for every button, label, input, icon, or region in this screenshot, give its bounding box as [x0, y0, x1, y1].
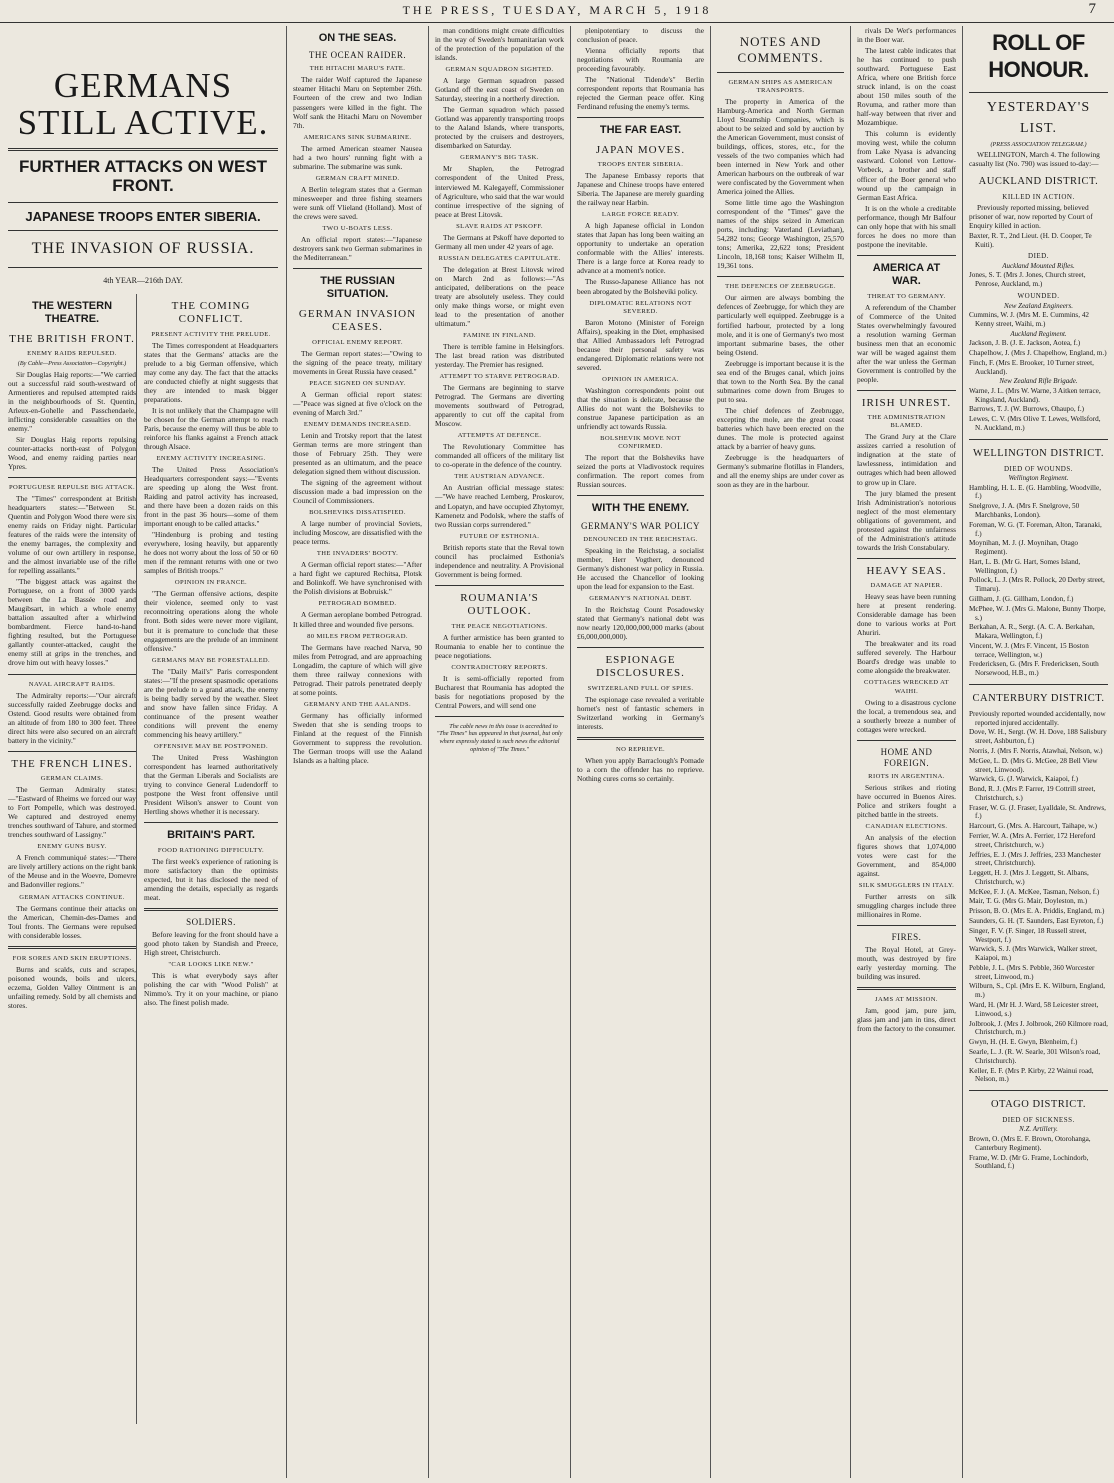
article-paragraph: The "Daily Mail's" Paris correspondent states:—"If the present spasmodic operations are the prelude to a grand attack, the enemy is being badly served by the weather. Sleet and snow have fallen since Friday. A continuance of the present weather conditions will prevent the enemy commencing his heavy artillery.": [144, 666, 278, 739]
heading-official-report: OFFICIAL ENEMY REPORT.: [312, 338, 403, 346]
heading-peace-negotiations: THE PEACE NEGOTIATIONS.: [451, 622, 548, 630]
heading-large-force: LARGE FORCE READY.: [601, 211, 680, 219]
casualty-entry: Previously reported wounded accidentally, now reported injured accidentally.: [969, 709, 1106, 727]
advert-heading: NO REPRIEVE.: [615, 745, 666, 753]
category-died-of-sickness: DIED OF SICKNESS.: [1002, 1115, 1075, 1124]
divider: [577, 495, 704, 496]
article-paragraph: The Revolutionary Committee has commanded all officers of the military list to co-operate in the defence of the country.: [435, 442, 564, 470]
heading-far-east: THE FAR EAST.: [599, 124, 682, 137]
heading-britains-part: BRITAIN'S PART.: [167, 829, 255, 842]
heading-peace-signed: PEACE SIGNED ON SUNDAY.: [309, 379, 406, 387]
article-paragraph: A referendum of the Chamber of Commerce of the United States overwhelmingly favoured a resolution warning German business men that an economic war will be waged against them after the war unless the German Government is controlled by the people.: [857, 302, 956, 384]
article-paragraph: The Times correspondent at Headquarters states that the Germans' attacks are the prelude to a big German offensive, which may come any day. The fact that the attacks are conducted chiefly at night suggests that they are intended to mask bigger preparations.: [144, 340, 278, 404]
casualty-entry: Brown, O. (Mrs E. F. Brown, Otorohanga, Canterbury Regiment).: [969, 1134, 1091, 1152]
casualty-entry: Jolbrook, J. (Mrs J. Jolbrook, 260 Kilmore road, Christchurch, m.): [969, 1019, 1108, 1037]
category-wounded: WOUNDED.: [1017, 292, 1060, 301]
divider: [857, 390, 956, 391]
heading-squadron-sighted: GERMAN SQUADRON SIGHTED.: [445, 66, 554, 74]
divider: [857, 987, 956, 990]
heading-roumania: ROUMANIA'S OUTLOOK.: [460, 591, 539, 618]
heading-not-confirmed: BOLSHEVIK MOVE NOT CONFIRMED.: [600, 434, 681, 450]
divider: [969, 684, 1108, 685]
lead-subhead-west-front: FURTHER ATTACKS ON WEST FRONT.: [18, 156, 268, 196]
casualty-entry: Wilburn, S., Cpl. (Mrs E. K. Wilburn, England, m.): [969, 982, 1106, 1000]
article-paragraph: The United Press Washington correspondent has learned authoritatively that the German Liberals and Socialists are trying to convince General Ludendorff to postpone the West front offensive until President Wilson's answer to Count von Hertling shows whether it is necessary.: [144, 752, 278, 817]
credit-line: (PRESS ASSOCIATION TELEGRAM.): [990, 140, 1087, 148]
divider: [857, 740, 956, 741]
article-paragraph: The Japanese Embassy reports that Japanese and Chinese troops have entered Siberia. The Japanese are merely guarding the railway near Harbin.: [577, 171, 704, 208]
article-paragraph: Owing to a disastrous cyclone the local, a tremendous sea, and a southerly breeze a number of cottages were wrecked.: [857, 697, 956, 734]
article-paragraph: An analysis of the election figures shows that 1,074,000 votes were cast for the Government, and 854,000 against.: [857, 832, 956, 878]
advert-heading: "CAR LOOKS LIKE NEW.": [168, 960, 254, 968]
heading-auckland-district: AUCKLAND DISTRICT.: [978, 176, 1099, 188]
divider: [8, 946, 136, 949]
article-paragraph: The Germans continue their attacks on the American, Chemin-des-Dames and Toul fronts. The Germans were repulsed with considerable losses.: [8, 903, 136, 940]
article-paragraph: A large German squadron passed Gotland off the east coast of Sweden on Saturday, steering in a northerly direction.: [435, 76, 564, 104]
article-paragraph: WELLINGTON, March 4. The following casualty list (No. 790) was issued to-day:—: [969, 150, 1100, 169]
article-paragraph: It is on the whole a creditable performance, though Mr Balfour can only hope that with his small forces he does no more than postpone the inevitable.: [857, 203, 956, 249]
column-roll-of-honour: [963, 26, 1114, 1476]
heading-80-miles: 80 MILES FROM PETROGRAD.: [307, 632, 408, 640]
advert-heading: SOLDIERS.: [186, 916, 236, 927]
heading-activity-increasing: ENEMY ACTIVITY INCREASING.: [156, 454, 266, 462]
heading-cottages: COTTAGES WRECKED AT WAIHI.: [864, 679, 949, 695]
advert-text: When you apply Barraclough's Pomade to a corn the offender has no reprieve. Nothing cures corns so certainly.: [577, 755, 704, 783]
heading-yesterdays: YESTERDAY'S: [986, 99, 1091, 115]
heading-silk: SILK SMUGGLERS IN ITALY.: [858, 881, 955, 889]
casualty-entry: Foreman, W. G. (T. Foreman, Alton, Taranaki, f.): [969, 520, 1102, 538]
divider: [8, 674, 136, 675]
casualty-entry: Lewes, C. V. (Mrs Olive T. Lewes, Wellsford, N. Auckland, m.): [969, 415, 1101, 432]
article-paragraph: The German squadron which passed Gotland was apparently transporting troops to the Aaland Islands, where transports, protected by the cruisers and destroyers, disembarked on Saturday.: [435, 105, 564, 151]
divider: [8, 148, 278, 151]
article-paragraph: The "Times" correspondent at British headquarters states:—"Between St. Quentin and Polygon Wood there were six enemy raids on Friday night. Particular features of the raids were the intensity of the enemy barrages, the complexity and volume of our own artillery in response, and the almost invariable use of the rifle for repelling assailants.": [8, 493, 136, 576]
heading-napier: DAMAGE AT NAPIER.: [870, 582, 943, 590]
casualty-entry: Keller, E. F. (Mrs P. Kirby, 22 Wainui road, Nelson, m.): [969, 1066, 1094, 1084]
article-paragraph: Vienna officially reports that negotiations with Roumania are proceeding favourably.: [577, 46, 704, 74]
article-paragraph: Heavy seas have been running here at present rendering. Considerable damage has been done to various works at Port Ahuriri.: [857, 592, 956, 638]
heading-administration: THE ADMINISTRATION BLAMED.: [867, 414, 946, 430]
casualty-entry: Cummins, W. J. (Mrs M. E. Cummins, 42 Kenny street, Waihi, m.): [969, 311, 1090, 328]
article-paragraph: "Hindenburg is probing and testing everywhere, losing heavily, but apparently he does not worry about the loss of 50 or 60 men if the remnant returns with one or two samples of British troops.": [144, 530, 278, 576]
article-paragraph: Baron Motono (Minister of Foreign Affairs), speaking in the Diet, emphasised that Allied Ambassadors left Petrograd because their personal safety was endangered. Diplomatic relations were not severed.: [577, 317, 704, 372]
casualty-entry: Hart, L. B. (Mr G. Hart, Somes Island, Wellington, f.): [969, 557, 1081, 575]
divider: [969, 92, 1108, 93]
heading-craft-mined: GERMAN CRAFT MINED.: [315, 174, 400, 182]
heading-fires: FIRES.: [891, 932, 922, 943]
regiment-name: New Zealand Engineers.: [1003, 301, 1074, 310]
article-paragraph: The Admiralty reports:—"Our aircraft successfully raided Zeebrugge docks and Ostend. Good results were obtained from an altitude of from 180 to 300 feet. Three direct hits were also secured on an aircraft battery in the vicinity.": [8, 690, 136, 745]
heading-national-debt: GERMANY'S NATIONAL DEBT.: [589, 594, 692, 602]
article-paragraph: Our airmen are always bombing the defences of Zeebrugge, for which they are particularly well equipped. Zeebrugge is a fortified harbour, protected by a long mole, and it is one of Germany's two most important submarine bases, the other being Ostend.: [717, 293, 844, 357]
regiment-name: Auckland Regiment.: [1010, 329, 1067, 338]
heading-otago-district: OTAGO DISTRICT.: [990, 1099, 1087, 1111]
heading-spies: SWITZERLAND FULL OF SPIES.: [587, 684, 694, 692]
heading-western-theatre: THE WESTERN THEATRE.: [31, 299, 113, 326]
casualty-entry: Frame, W. D. (Mr G. Frame, Lochindorb, Southland, f.): [969, 1153, 1089, 1171]
article-paragraph: The delegation at Brest Litovsk wired on March 2nd as follows:—"As anticipated, deliberations on the peace treaty are absolutely useless. They could only make things worse, or might even lead to the presentation of another ultimatum.": [435, 264, 564, 328]
article-paragraph: The chief defences of Zeebrugge, excepting the mole, are the great coast batteries which have been erected on the dunes. The mole is protected against attack by a barrier of heavy guns.: [717, 405, 844, 451]
page-number: 7: [1088, 1, 1096, 17]
heading-naval-raids: NAVAL AIRCRAFT RAIDS.: [28, 680, 116, 688]
heading-troops-enter-siberia: TROOPS ENTER SIBERIA.: [597, 161, 684, 169]
divider: [8, 230, 278, 231]
article-paragraph: Washington correspondents point out that the situation is delicate, because the Allies do not want the Bolsheviks to construe Japanese participation as an unfriendly act towards Russia.: [577, 385, 704, 431]
casualty-entry: Berkahan, A. R., Sergt. (A. C. A. Berkahan, Makara, Wellington, f.): [969, 623, 1095, 641]
article-paragraph: A German official report states:—"Peace was signed at five o'clock on the evening of March 3rd.": [293, 389, 422, 417]
article-paragraph: The property in America of the Hamburg-America and North German Lloyd Steamship Companies, which is about to be seized and sold by auction by the American Government, must consist of buildings, offices, stores, etc., for the vessels of the two companies which had been interned in New York and other American harbours on the outbreak of war were confiscated by the Government when America joined the Allies.: [717, 96, 844, 197]
casualty-entry: Searle, L. J. (R. W. Searle, 301 Wilson's road, Christchurch).: [969, 1047, 1101, 1065]
article-paragraph: plenipotentiary to discuss the conclusion of peace.: [577, 26, 704, 45]
article-paragraph: The German report states:—"Owing to the signing of the peace treaty, military movements in Great Russia have ceased.": [293, 348, 422, 376]
article-paragraph: The espionage case revealed a veritable hornet's nest of fantastic schemers in Switzerland working in Germany's interests.: [577, 694, 704, 731]
casualty-entry: Norris, J. (Mrs F. Norris, Atawhai, Nelson, w.): [969, 746, 1103, 755]
divider: [435, 716, 564, 717]
casualty-entry: Pebble, J. L. (Mrs S. Pebble, 360 Worcester street, Linwood, m.): [969, 963, 1095, 981]
article-paragraph: Some little time ago the Washington correspondent of the "Times" gave the names of the ships seized in American ports, including: Vaterland (Leviathan), 54,282 tons; George Washington, 25,570 tons; Amerika, 22,622 tons; President Lincoln, 18,168 tons; Kaiser Wilhelm II, 19,361 tons.: [717, 198, 844, 271]
casualty-entry: Mair, T. G. (Mrs G. Mair, Doyleston, m.): [969, 897, 1088, 906]
heading-roll-of-honour: ROLL OF HONOUR.: [988, 30, 1089, 82]
heading-capitulate: RUSSIAN DELEGATES CAPITULATE.: [438, 254, 561, 262]
casualty-entry: Jones, S. T. (Mrs J. Jones, Church street, Penrose, Auckland, m.): [969, 271, 1086, 289]
heading-irish-unrest: IRISH UNREST.: [861, 396, 952, 409]
casualty-entry: Ferrier, W. A. (Mrs A. Ferrier, 172 Hereford street, Christchurch, w.): [969, 831, 1096, 849]
advert-text: This is what everybody says after polishing the car with "Wood Polish" at Nimmo's. Try it on your machine, or piano also. The finest polish made.: [144, 970, 278, 1007]
article-paragraph: British reports state that the Reval town council has proclaimed Esthonia's independence and neutrality. A Provisional Government is being formed.: [435, 542, 564, 579]
casualty-entry: Finch, F. (Mrs E. Brooker, 10 Turner street, Auckland).: [969, 358, 1094, 376]
column-1: [8, 294, 136, 1424]
casualty-entry: Leggett, H. J. (Mrs J. Leggett, St. Albans, Christchurch, w.): [969, 869, 1089, 886]
heading-german-claims: GERMAN CLAIMS.: [40, 775, 104, 783]
casualty-entry: McPhee, W. J. (Mrs G. Malone, Bunny Thorpe, s.): [969, 604, 1106, 622]
article-paragraph: "The German offensive actions, despite their violence, seemed only to vast reconnoitring operations along the whole front. Both sides were never more vigilant, but it is premature to conclude that these engagements are the prelude of an imminent offensive.": [144, 589, 278, 653]
article-paragraph: It is semi-officially reported from Bucharest that Roumania has adopted the basis for negotiations proposed by the Central Powers, and will send one: [435, 673, 564, 710]
heading-forestalled: GERMANS MAY BE FORESTALLED.: [151, 656, 271, 664]
divider: [144, 908, 278, 911]
heading-argentina: RIOTS IN ARGENTINA.: [868, 772, 945, 780]
heading-canadian: CANADIAN ELECTIONS.: [865, 822, 948, 830]
heading-defence: ATTEMPTS AT DEFENCE.: [457, 432, 542, 440]
heading-reichstag: DENOUNCED IN THE REICHSTAG.: [583, 535, 698, 543]
heading-ocean-raider: THE OCEAN RAIDER.: [308, 50, 407, 61]
article-paragraph: Sir Douglas Haig reports:—"We carried out a successful raid south-westward of Armentieres and repulsed attempted raids in the neighbourhoods of St. Quentin, Arleux-en-Gohelle and Passchendaele, inflicting considerable casualties on the enemy.": [8, 369, 136, 433]
heading-heavy-seas: HEAVY SEAS.: [866, 564, 947, 577]
heading-starve: ATTEMPT TO STARVE PETROGRAD.: [439, 373, 560, 381]
divider: [577, 737, 704, 740]
article-paragraph: The Germans are beginning to starve Petrograd. The Germans are diverting movements southward of Petrograd, apparently to cut off the capital from Moscow.: [435, 383, 564, 429]
article-paragraph: A large number of provincial Soviets, including Moscow, are dissatisfied with the peace terms.: [293, 519, 422, 547]
divider: [717, 72, 844, 73]
heading-portuguese: PORTUGUESE REPULSE BIG ATTACK.: [8, 483, 136, 491]
casualty-entry: Barrows, T. J. (W. Burrows, Ohaupo, f.): [969, 405, 1085, 414]
article-paragraph: The Royal Hotel, at Grey-mouth, was destroyed by fire early yesterday morning. The building was insured.: [857, 945, 956, 982]
casualty-entry: Pollock, L. J. (Mrs R. Pollock, 20 Derby street, Timaru).: [969, 576, 1105, 594]
article-paragraph: The breakwater and its road suffered severely. The Harbour Board's dredge was unable to come alongside the breakwater.: [857, 639, 956, 676]
heading-coming-conflict: THE COMING CONFLICT.: [171, 299, 251, 326]
masthead-title: THE PRESS, TUESDAY, MARCH 5, 1918: [402, 3, 712, 17]
casualty-entry: Fredericksen, G. (Mrs F. Fredericksen, South Norsewood, H.B., m.): [969, 660, 1099, 678]
casualty-entry: Harcourt, G. (Mrs. A. Harcourt, Taihape, w.): [969, 822, 1098, 831]
divider: [577, 117, 704, 118]
article-paragraph: Mr Shaplen, the Petrograd correspondent of the United Press, interviewed M. Kalegayeff, Commissioner of Agriculture, who said that the war would continue irrespective of the signing of peace at Brest Litovsk.: [435, 164, 564, 219]
article-paragraph: "The biggest attack was against the Portuguese, on a front of 3000 yards between the La Bassée road and Maugibsart, in which a whole enemy battalion assaulted after a whirlwind bombardment. Fierce hand-to-hand fighting resulted, but the Portuguese gallantly counter-attacked, caught the enemy still at grips in the trenches, and drove him out with heavy losses.": [8, 577, 136, 668]
heading-big-task: GERMANY'S BIG TASK.: [460, 154, 539, 162]
article-paragraph: The armed American steamer Nausea had a two hours' running fight with a submarine. The submarine was sunk.: [293, 143, 422, 171]
article-paragraph: There is terrible famine in Helsingfors. The last bread ration was distributed yesterday. The Premier has resigned.: [435, 342, 564, 370]
casualty-entry: Gillham, J. (G. Gillham, London, f.): [969, 595, 1074, 603]
article-paragraph: The first week's experience of rationing is more satisfactory than the optimists expected, but it has disclosed the need of amending the details, especially as regards meat.: [144, 856, 278, 902]
casualty-entry: McGee, L. D. (Mrs G. McGee, 28 Bell View street, Linwood).: [969, 756, 1098, 774]
article-paragraph: The Germans have reached Narva, 90 miles from Petrograd, and are approaching Longadim, the capture of which will give them three railway connexions with Petrograd. Their patrols penetrated deeply at some points.: [293, 642, 422, 697]
masthead: [0, 0, 1114, 23]
article-paragraph: This column is evidently moving west, while the column from Lake Nyasa is advancing eastward. Colonel von Lettow-Vorbeck, a brother and staff officer of the Boer general who wound up the campaign in German East Africa.: [857, 129, 956, 202]
divider: [144, 822, 278, 823]
casualty-entry: Warne, J. L. (Mrs W. Warne, 3 Aitken terrace, Kingsland, Auckland).: [969, 386, 1101, 404]
article-paragraph: The "National Tidende's" Berlin correspondent reports that Roumania has rejected the German peace offer. King Ferdinand refusing the enemy's terms.: [577, 75, 704, 112]
heading-petrograd-bombed: PETROGRAD BOMBED.: [318, 600, 397, 608]
heading-opinion-france: OPINION IN FRANCE.: [174, 579, 248, 587]
heading-attacks-continue: GERMAN ATTACKS CONTINUE.: [19, 893, 125, 901]
casualty-entry: Vincent, W. J. (Mrs F. Vincent, 15 Boston terrace, Wellington, w.): [969, 641, 1089, 659]
heading-u-boats: TWO U-BOATS LESS.: [322, 224, 393, 232]
article-paragraph: Zeebrugge is important because it is the sea end of the Bruges canal, which joins that town to the North Sea. By the canal submarines come down from Bruges to put to sea.: [717, 358, 844, 404]
article-paragraph: In the Reichstag Count Posadowsky stated that Germany's national debt was now nearly 120,000,000,000 marks (about £6,000,000,000).: [577, 604, 704, 641]
advert-heading: JAMS AT MISSION.: [875, 996, 938, 1004]
article-paragraph: A German official report states:—"After a hard fight we captured Rechitsa, Plotsk and Bolinkoff. We have synchronised with the Polish divisions at Bobruisk.": [293, 560, 422, 597]
column-7: [851, 26, 962, 1476]
article-paragraph: The signing of the agreement without discussion made a bad impression on the Council of Commissioners.: [293, 478, 422, 506]
article-paragraph: The United Press Association's Headquarters correspondent says:—"Events are speeding up along the West front. Raiding and patrol activity has increased, and there have been a dozen raids on this front in the past 36 hours—some of them important enough to be called attacks.": [144, 464, 278, 529]
heading-pskoff: SLAVE RAIDS AT PSKOFF.: [456, 222, 543, 230]
heading-list: LIST.: [1019, 120, 1057, 136]
casualty-entry: Jackson, J. B. (J. E. Jackson, Aotea, f.): [969, 339, 1081, 348]
column-3: [287, 26, 428, 1476]
advert-text: Before leaving for the front should have a good photo taken by Standish and Preece, High street, Christchurch.: [144, 929, 278, 957]
divider: [969, 1090, 1108, 1091]
heading-famine: FAMINE IN FINLAND.: [463, 331, 536, 339]
heading-canterbury-district: CANTERBURY DISTRICT.: [972, 693, 1105, 705]
heading-japan-moves: JAPAN MOVES.: [595, 143, 686, 156]
column-rule: [136, 294, 137, 1424]
regiment-name: N.Z. Artillery.: [1019, 1125, 1058, 1134]
heading-americans-sink: AMERICANS SINK SUBMARINE.: [303, 133, 412, 141]
divider: [435, 585, 564, 586]
article-paragraph: man conditions might create difficulties in the way of Sweden's humanitarian work of the protection of the population of the islands.: [435, 26, 564, 63]
article-paragraph: The Germans at Pskoff have deported to Germany all men under 42 years of age.: [435, 232, 564, 251]
heading-on-the-seas: ON THE SEAS.: [318, 32, 397, 44]
category-died: DIED.: [1028, 252, 1049, 261]
divider: [8, 477, 136, 478]
heading-america-at-war: AMERICA AT WAR.: [872, 261, 941, 288]
year-day-line: 4th YEAR—216th DAY.: [103, 275, 183, 285]
article-paragraph: A German aeroplane bombed Petrograd. It killed three and wounded five persons.: [293, 610, 422, 629]
divider: [857, 255, 956, 256]
heading-raids-repulsed: ENEMY RAIDS REPULSED.: [27, 349, 117, 357]
heading-demands-increased: ENEMY DEMANDS INCREASED.: [303, 420, 412, 428]
heading-diplomatic: DIPLOMATIC RELATIONS NOT SEVERED.: [589, 299, 692, 315]
article-paragraph: An Austrian official message states:—"We have reached Lemberg, Proskurov, and Lopatyn, and have occupied Zhytomyr, Kamenetz and Podolsk, where the staffs of two Russian corps surrendered.": [435, 483, 564, 529]
casualty-entry: Warwick, G. (J. Warwick, Kaiapoi, f.): [969, 775, 1079, 784]
heading-aalands: GERMANY AND THE AALANDS.: [303, 700, 412, 708]
casualty-entry: Dove, W. H., Sergt. (W. H. Dove, 188 Salisbury street, Ashburton, f.): [969, 728, 1107, 746]
casualty-entry: Saunders, G. H. (T. Saunders, East Eyreton, f.): [969, 917, 1104, 926]
credit-line: (By Cable—Press Association—Copyright.): [17, 359, 127, 367]
cable-footnote: The cable news in this issue is accredited to "The Times" has appeared in that journal, but only where expressly stated is such news the editorial opinion of "The Times.": [436, 722, 563, 753]
article-paragraph: Germany has officially informed Sweden that she is sending troops to Finland at the request of the Finnish Government to suppress the revolution. The German troops will use the Aaland Islands as a halting place.: [293, 710, 422, 765]
heading-german-ships: GERMAN SHIPS AS AMERICAN TRANSPORTS.: [728, 78, 833, 94]
article-paragraph: Zeebrugge is the headquarters of Germany's submarine flotillas in Flanders, and all the enemy ships are under cover as soon as they are in the harbour.: [717, 452, 844, 490]
divider: [857, 558, 956, 559]
article-paragraph: rivals De Wet's performances in the Boer war.: [857, 26, 956, 45]
heading-with-the-enemy: WITH THE ENEMY.: [591, 502, 690, 515]
casualty-entry: Hambling, H. L. E. (G. Hambling, Woodville, f.): [969, 483, 1102, 501]
heading-austrian-advance: THE AUSTRIAN ADVANCE.: [454, 473, 545, 481]
column-4: [429, 26, 570, 1476]
article-paragraph: Further arrests on silk smuggling charges include three millionaires in Rome.: [857, 891, 956, 920]
heading-wellington-district: WELLINGTON DISTRICT.: [973, 447, 1104, 459]
heading-bolsheviks: BOLSHEVIKS DISSATISFIED.: [309, 509, 406, 517]
casualty-entry: Ward, H. (Mr H. J. Ward, 58 Leicester street, Linwood, s.): [969, 1001, 1099, 1018]
divider: [8, 267, 278, 268]
category-killed: KILLED IN ACTION.: [1002, 193, 1075, 202]
divider: [577, 647, 704, 648]
divider: [8, 751, 136, 752]
advert-text: Jam, good jam, pure jam, glass jam and jam in tins, direct from the factory to the consumer.: [857, 1006, 956, 1034]
heading-esthonia: FUTURE OF ESTHONIA.: [459, 532, 540, 540]
heading-offensive-postponed: OFFENSIVE MAY BE POSTPONED.: [154, 742, 268, 750]
lead-subhead-siberia: JAPANESE TROOPS ENTER SIBERIA.: [25, 208, 261, 224]
casualty-entry: Baxter, R. T., 2nd Lieut. (H. D. Cooper, Te Kuiti).: [969, 231, 1092, 249]
heading-notes-comments: NOTES AND COMMENTS.: [737, 34, 824, 65]
heading-espionage: ESPIONAGE DISCLOSURES.: [596, 653, 685, 680]
heading-enemy-guns: ENEMY GUNS BUSY.: [37, 843, 107, 851]
article-paragraph: A French communiqué states:—"There are lively artillery actions on the right bank of the Meuse and in the Woevre, Domevre and Badonviller regions.": [8, 853, 136, 890]
article-paragraph: A further armistice has been granted to Roumania to enable her to continue the peace negotiations.: [435, 632, 564, 660]
column-2: [144, 294, 278, 1424]
casualty-entry: Prisson, B. O. (Mrs E. A. Priddis, England, m.): [969, 907, 1105, 916]
article-paragraph: Lenin and Trotsky report that the latest German terms are more stringent than those of February 25th. They were presented as an ultimatum, and the peace delegation signed them without discussion.: [293, 430, 422, 477]
divider: [857, 925, 956, 926]
lead-headline: GERMANS STILL ACTIVE.: [17, 66, 269, 142]
article-paragraph: Sir Douglas Haig reports repulsing counter-attacks north-east of Polygon Wood, and enemy raiding parties near Ypres.: [8, 434, 136, 471]
heading-invaders-booty: THE INVADERS' BOOTY.: [316, 550, 399, 558]
casualty-entry: Gwyn, H. (H. E. Gwyn, Blenheim, f.): [969, 1038, 1078, 1047]
article-paragraph: A high Japanese official in London states that Japan has long been waiting an opportunity to undertake an operation conformable with the Allies' interests. There is a large force at Korea ready to advance at a moment's notice.: [577, 221, 704, 276]
casualty-entry: Bond, R. J. (Mrs P. Farrer, 19 Cottrill street, Christchurch, s.): [969, 785, 1096, 802]
article-paragraph: The raider Wolf captured the Japanese steamer Hitachi Maru on September 26th. Fourteen of the crew and two Indian passengers were killed in the fight. The Wolf sank the Hitachi Maru on November 7th.: [293, 75, 422, 130]
lead-subhead-invasion: THE INVASION OF RUSSIA.: [31, 240, 255, 258]
article-paragraph: The Grand Jury at the Clare assizes carried a resolution of indignation at the state of lawlessness, intimidation and outrages which had been allowed to grow up in Clare.: [857, 432, 956, 487]
advert-heading: FOR SORES AND SKIN ERUPTIONS.: [12, 954, 132, 962]
heading-zeebrugge: THE DEFENCES OF ZEEBRUGGE.: [725, 283, 836, 291]
casualty-entry: Jeffries, E. J. (Mrs J. Jeffries, 233 Manchester street, Christchurch).: [969, 850, 1101, 868]
regiment-name: Wellington Regiment.: [1008, 474, 1069, 483]
regiment-name: Auckland Mounted Rifles.: [1002, 261, 1075, 270]
divider: [8, 202, 278, 203]
heading-prelude: PRESENT ACTIVITY THE PRELUDE.: [151, 330, 271, 338]
article-paragraph: The Russo-Japanese Alliance has not been abrogated by the Bolsheviki policy.: [577, 277, 704, 296]
article-paragraph: The German Admiralty states:—"Eastward of Rheims we forced our way to Fort Pompelle, which was destroyed. We captured and destroyed enemy trenches southward of Tahure, and stormed trenches southward of Lassigny.": [8, 785, 136, 840]
article-paragraph: A Berlin telegram states that a German minesweeper and three fishing steamers were sunk off Vlieland (Holland). Most of the crews were saved.: [293, 184, 422, 221]
article-paragraph: An official report states:—"Japanese destroyers sank two German submarines in the Mediterranean.": [293, 234, 422, 262]
heading-contradictory: CONTRADICTORY REPORTS.: [451, 663, 548, 671]
casualty-entry: Warwick, S. J. (Mrs Warwick, Walker street, Kaiapoi, m.): [969, 945, 1097, 963]
heading-french-lines: THE FRENCH LINES.: [11, 757, 133, 770]
column-6: [711, 26, 850, 1476]
heading-threat: THREAT TO GERMANY.: [867, 292, 946, 300]
divider: [717, 276, 844, 277]
heading-invasion-ceases: GERMAN INVASION CEASES.: [298, 307, 417, 334]
heading-hitachi-maru: THE HITACHI MARU'S FATE.: [309, 65, 406, 73]
casualty-entry: Fraser, W. G. (J. Fraser, Lyalldale, St. Andrews, f.): [969, 803, 1106, 821]
category-died-of-wounds: DIED OF WOUNDS.: [1003, 464, 1073, 473]
casualty-entry: Chapelhow, J. (Mrs J. Chapelhow, England, m.): [969, 348, 1107, 357]
article-paragraph: The report that the Bolsheviks have seized the ports at Vladivostock requires confirmation. The report comes from Russian sources.: [577, 453, 704, 490]
article-paragraph: Serious strikes and rioting have occurred in Buenos Aires. Police and strikers fought a pitched battle in the streets.: [857, 782, 956, 819]
article-paragraph: It is not unlikely that the Champagne will be chosen for the German attempt to reach Paris, because the enemy will thus be able to reinforce his flanks against a French attack through Alsace.: [144, 405, 278, 451]
divider: [969, 439, 1108, 440]
heading-home-foreign: HOME AND FOREIGN.: [880, 746, 933, 768]
heading-food-rationing: FOOD RATIONING DIFFICULTY.: [157, 846, 265, 854]
heading-british-front: THE BRITISH FRONT.: [9, 332, 135, 345]
casualty-entry: Singer, F. V. (F. Singer, 18 Russell street, Westport, f.): [969, 926, 1087, 944]
article-paragraph: Speaking in the Reichstag, a socialist member, Herr Vogtherr, denounced Germany's dishonest war policy in Russia. He accused the Chancellor of looking upon the lead for expansion to the East.: [577, 545, 704, 591]
column-5: [571, 26, 710, 1476]
heading-russian-situation: THE RUSSIAN SITUATION.: [320, 275, 395, 301]
casualty-entry: McKee, F. J. (A. McKee, Tasman, Nelson, f.): [969, 887, 1100, 896]
article-paragraph: Previously reported missing, believed prisoner of war, now reported by Court of Enquiry killed in action.: [969, 202, 1093, 230]
article-paragraph: The latest cable indicates that he has continued to push southward. Portuguese East Africa, where one British force struck inland, is on the coast about 150 miles south of the Rovuma, and rather more than half-way between that river and Mozambique.: [857, 46, 956, 128]
advert-text: Burns and scalds, cuts and scrapes, poisoned wounds, boils and ulcers, eczema, Golden Valley Ointment is an unfailing remedy. Sold by all chemists and stores.: [8, 964, 136, 1010]
casualty-entry: Snelgrove, J. A. (Mrs F. Snelgrove, 50 Marchbanks, London).: [969, 502, 1080, 519]
regiment-name: New Zealand Rifle Brigade.: [999, 377, 1078, 386]
article-paragraph: The jury blamed the present Irish Administration's notorious neglect of the most elementary obligations of government, and protested against the unfairness of the Administration's attitude towards the Irish Constabulary.: [857, 488, 956, 552]
divider: [293, 268, 422, 269]
column-lead: [0, 26, 286, 1476]
casualty-entry: Moynihan, M. J. (J. Moynihan, Otago Regiment).: [969, 539, 1079, 557]
heading-opinion-america: OPINION IN AMERICA.: [602, 375, 679, 383]
lead-two-columns: [8, 294, 278, 1424]
heading-war-policy: GERMANY'S WAR POLICY: [581, 520, 700, 531]
